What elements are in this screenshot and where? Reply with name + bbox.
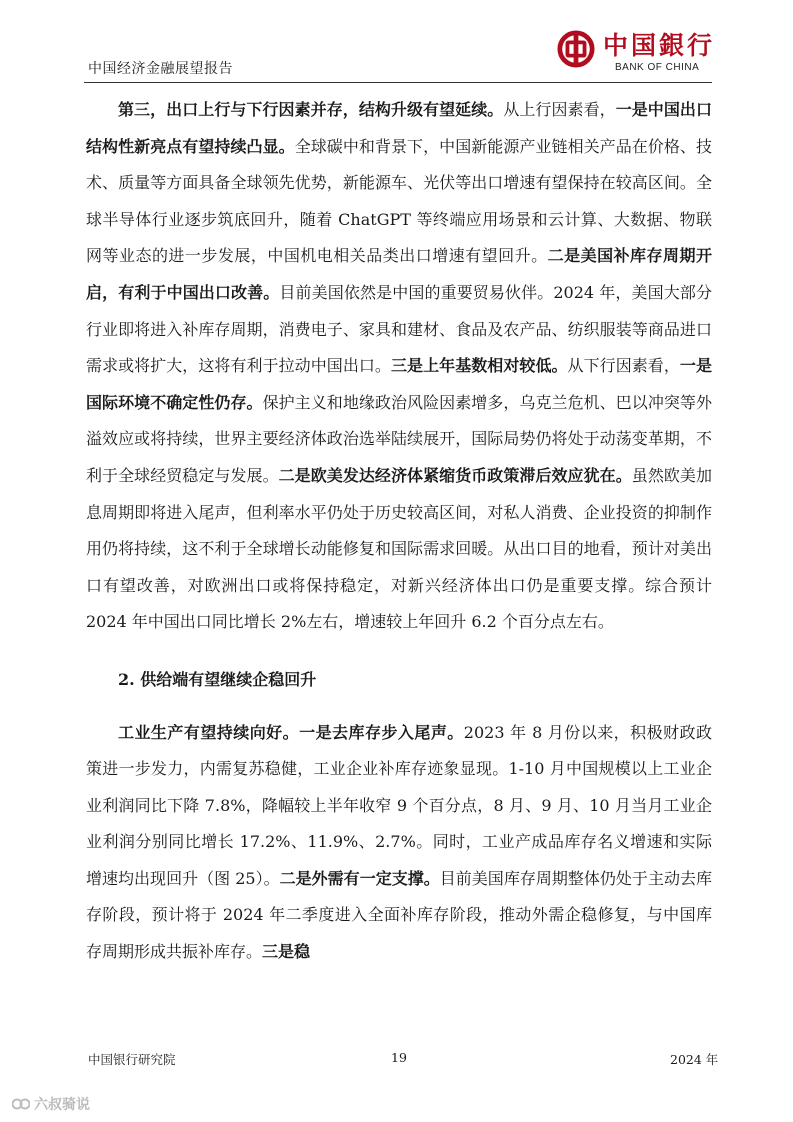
footer-year: 2024 年 <box>670 1052 719 1067</box>
text-run: 全球碳中和背景下，中国新能源产业链相关产品在价格、技术、质量等方面具备全球领先优势，新能源车、光伏等出口增速有望保持在较高区间。全球半导体行业逐步筑底回升，随着 ChatGPT 等终端应用场景和云计算、大数据、物联网等业态的进一步发展，中国机电相关品类出口增速有望回升。 <box>86 136 712 266</box>
text-run: 虽然欧美加息周期即将进入尾声，但利率水平仍处于历史较高区间，对私人消费、企业投资的抑制作用仍将持续，这不利于全球增长动能修复和国际需求回暖。从出口目的地看，预计对美出口有望改善，对欧洲出口或将保持稳定，对新兴经济体出口仍是重要支撑。综合预计 2024 年中国出口同比增长 2%左右，增速较上年回升 6.2 个百分点左右。 <box>86 465 712 632</box>
footer-organization: 中国银行研究院 <box>88 1052 176 1067</box>
text-run: 保护主义和地缘政治风险因素增多，乌克兰危机、巴以冲突等外溢效应或将持续，世界主要经济体政治选举陆续展开，国际局势仍将处于动荡变革期，不利于全球经贸稳定与发展。 <box>86 392 712 485</box>
bold-phrase: 工业生产有望持续向好。一是去库存步入尾声。 <box>118 722 464 742</box>
text-run: 目前美国库存周期整体仍处于主动去库存阶段，预计将于 2024 年二季度进入全面补库存阶段，推动外需企稳修复，与中国库存周期形成共振补库存。 <box>86 868 712 962</box>
section-heading: 2. 供给端有望继续企稳回升 <box>118 669 317 689</box>
supply-paragraph <box>86 715 712 971</box>
bold-phrase: 二是外需有一定支撑。 <box>279 868 440 888</box>
header-divider <box>84 82 712 83</box>
watermark <box>12 1094 90 1114</box>
bold-phrase: 三是上年基数相对较低。 <box>390 356 568 376</box>
watermark-logo-icon <box>12 1097 30 1111</box>
report-body <box>86 92 712 971</box>
report-title: 中国经济金融展望报告 <box>88 61 233 77</box>
bold-phrase: 二是欧美发达经济体紧缩货币政策滞后效应犹在。 <box>278 465 632 485</box>
text-run: 从下行因素看， <box>567 356 680 376</box>
bold-phrase: 第三，出口上行与下行因素并存，结构升级有望延续。 <box>118 100 504 119</box>
logo-chinese-name: 中国銀行 <box>603 31 716 60</box>
page-number: 19 <box>391 1050 407 1065</box>
text-run: 从上行因素看， <box>503 100 616 119</box>
watermark-text: 六叔骑说 <box>34 1096 90 1112</box>
logo-english-name: BANK OF CHINA <box>615 62 700 73</box>
text-run: 2023 年 8 月份以来，积极财政政策进一步发力，内需复苏稳健，工业企业补库存迹象显现。1-10 月中国规模以上工业企业利润同比下降 7.8%，降幅较上半年收窄 9 个百分点，8 月、9 月、10 月当月工业企业利润分别同比增长 17.2%、11.9%、2.7%。同时，工业产成品库存名义增速和实际增速均出现回升（图 25）。 <box>86 722 712 888</box>
text-run: 目前美国依然是中国的重要贸易伙伴。2024 年，美国大部分行业即将进入补库存周期，消费电子、家具和建材、食品及农产品、纺织服装等商品进口需求或将扩大，这将有利于拉动中国出口。 <box>86 282 712 376</box>
bold-phrase: 二是美国补库存周期开启，有利于中国出口改善。 <box>86 246 712 302</box>
bold-phrase: 三是稳 <box>262 942 311 962</box>
bold-phrase: 一是国际环境不确定性仍存。 <box>86 356 712 412</box>
bank-logo <box>557 26 716 80</box>
bold-phrase: 一是中国出口结构性新亮点有望持续凸显。 <box>86 100 712 156</box>
bank-of-china-emblem-icon <box>557 30 595 68</box>
export-paragraph <box>86 92 712 641</box>
